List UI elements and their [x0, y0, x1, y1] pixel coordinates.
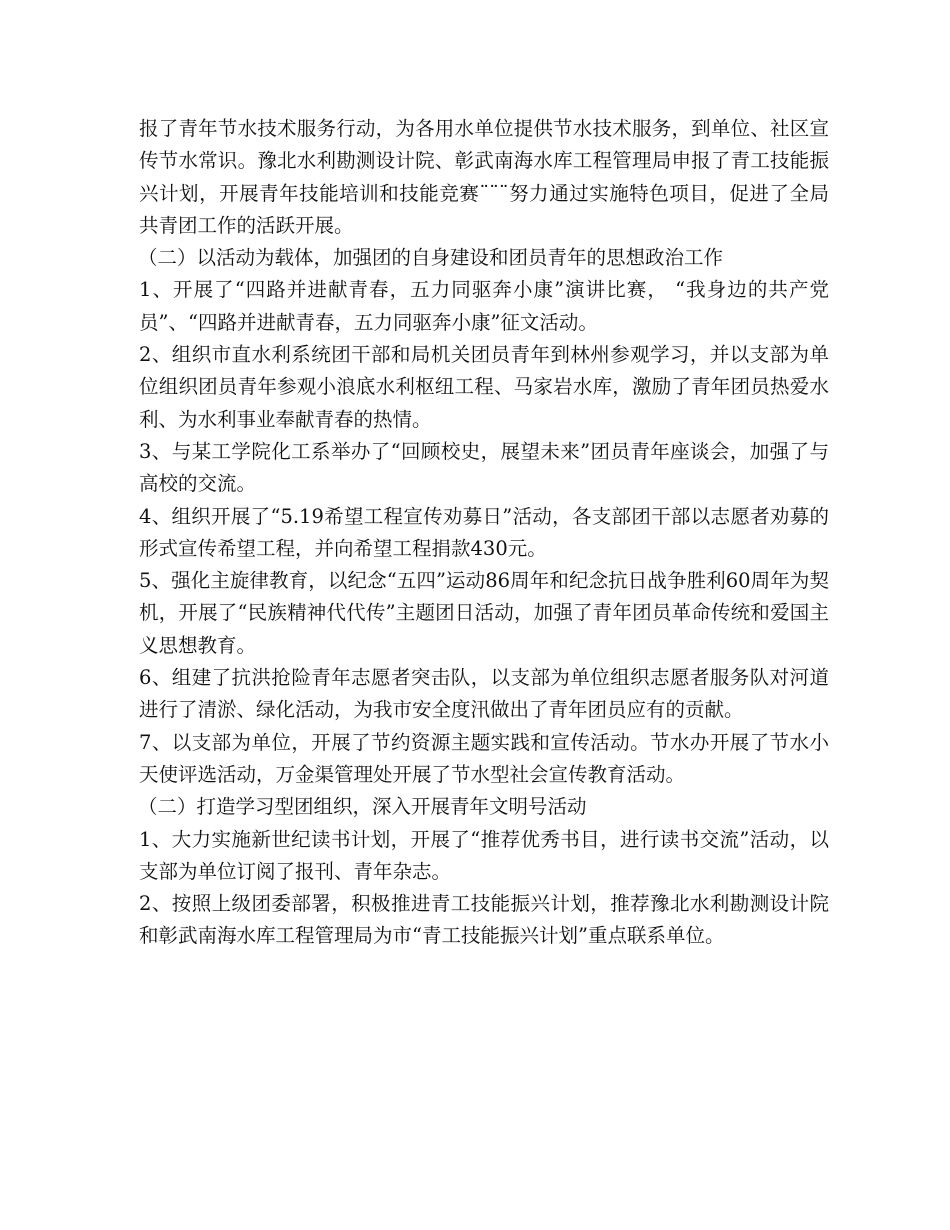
paragraph-item-5-patriotic-education: 5、强化主旋律教育，以纪念“五四”运动86周年和纪念抗日战争胜利60周年为契机，开展了“民族精神代代传”主题团日活动，加强了青年团员革命传统和爱国主义思想教育。	[139, 569, 829, 657]
document-body	[139, 113, 829, 953]
paragraph-item-1-reading-plan: 1、大力实施新世纪读书计划，开展了“推荐优秀书目，进行读书交流”活动，以支部为单位订阅了报刊、青年杂志。	[139, 827, 829, 883]
section-heading-learning-organization: （二）打造学习型团组织，深入开展青年文明号活动	[138, 795, 587, 819]
paragraph-item-2-skills-plan: 2、按照上级团委部署，积极推进青工技能振兴计划，推荐豫北水利勘测设计院和彰武南海水库工程管理局为市“青工技能振兴计划”重点联系单位。	[139, 892, 829, 948]
section-heading-activities: （二）以活动为载体，加强团的自身建设和团员青年的思想政治工作	[138, 246, 724, 270]
paragraph-item-7-resource-saving: 7、以支部为单位，开展了节约资源主题实践和宣传活动。节水办开展了节水小天使评选活动，万金渠管理处开展了节水型社会宣传教育活动。	[139, 730, 829, 786]
paragraph-item-3-symposium: 3、与某工学院化工系举办了“回顾校史，展望未来”团员青年座谈会，加强了与高校的交流。	[139, 439, 829, 496]
paragraph-item-2-study-visit: 2、组织市直水利系统团干部和局机关团员青年到林州参观学习，并以支部为单位组织团员青年参观小浪底水利枢纽工程、马家岩水库，激励了青年团员热爱水利、为水利事业奉献青春的热情。	[139, 343, 829, 431]
paragraph-item-1-speech-contest: 1、开展了“四路并进献青春，五力同驱奔小康”演讲比赛， “我身边的共产党员”、“四路并进献青春，五力同驱奔小康”征文活动。	[139, 278, 829, 334]
paragraph-item-4-hope-project: 4、组织开展了“5.19希望工程宣传劝募日”活动，各支部团干部以志愿者劝募的形式宣传希望工程，并向希望工程捐款430元。	[139, 504, 829, 560]
paragraph-item-6-flood-volunteers: 6、组建了抗洪抢险青年志愿者突击队，以支部为单位组织志愿者服务队对河道进行了清淤、绿化活动，为我市安全度汛做出了青年团员应有的贡献。	[139, 666, 829, 722]
paragraph-water-saving-service: 报了青年节水技术服务行动，为各用水单位提供节水技术服务，到单位、社区宣传节水常识。豫北水利勘测设计院、彰武南海水库工程管理局申报了青工技能振兴计划，开展青年技能培训和技能竞赛¨¨¨努力通过实施特色项目，促进了全局共青团工作的活跃开展。	[139, 117, 829, 237]
